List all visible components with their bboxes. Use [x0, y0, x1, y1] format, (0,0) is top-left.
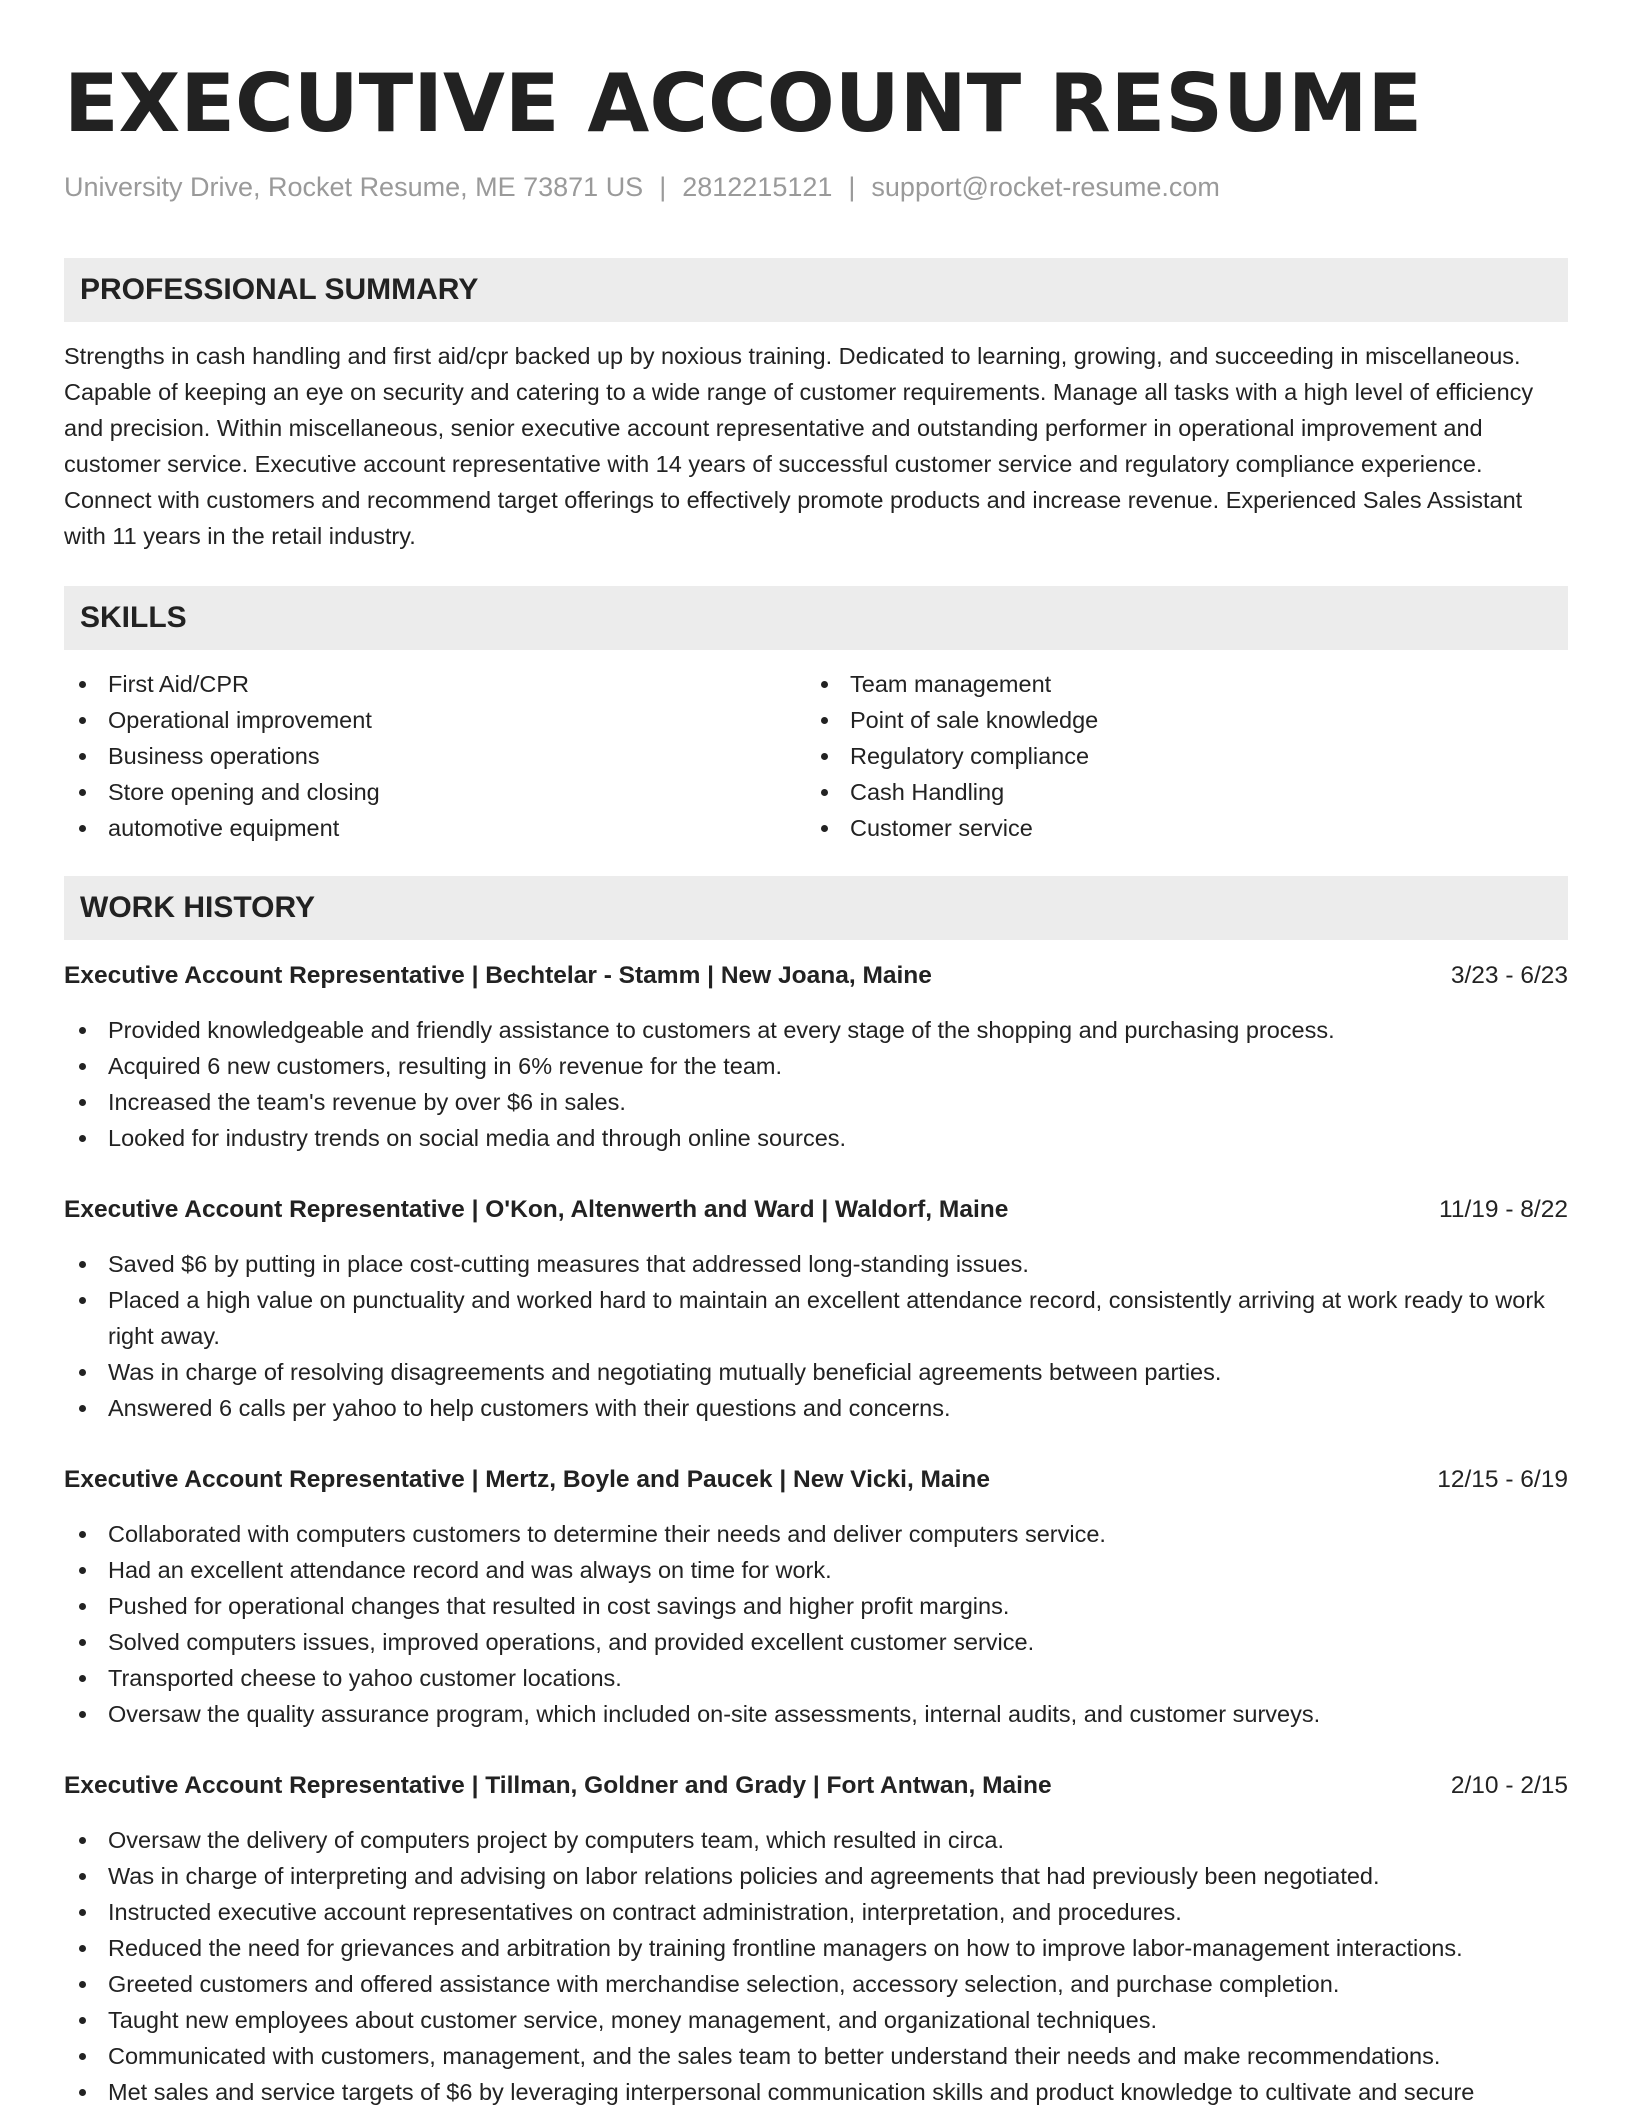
skill-item: Point of sale knowledge	[806, 702, 1548, 738]
job-entry	[64, 1462, 1568, 1732]
skills-heading: SKILLS	[64, 586, 1568, 650]
job-header	[64, 1768, 1568, 1804]
job-bullets	[64, 1012, 1568, 1156]
contact-address: University Drive, Rocket Resume, ME 73871 US	[64, 172, 644, 202]
resume-title: EXECUTIVE ACCOUNT RESUME	[64, 57, 1423, 150]
job-title: Executive Account Representative | O'Kon, Altenwerth and Ward | Waldorf, Maine	[64, 1196, 1009, 1223]
job-bullet: Acquired 6 new customers, resulting in 6% revenue for the team.	[64, 1048, 1568, 1084]
job-dates: 11/19 - 8/22	[1439, 1196, 1568, 1223]
skill-item: Regulatory compliance	[806, 738, 1548, 774]
contact-email: support@rocket-resume.com	[871, 172, 1220, 202]
job-bullet: Was in charge of resolving disagreements and negotiating mutually beneficial agreements between parties.	[64, 1354, 1568, 1390]
job-entry	[64, 958, 1568, 1156]
job-bullets	[64, 1516, 1568, 1732]
contact-phone: 2812215121	[682, 172, 833, 202]
job-bullet: Pushed for operational changes that resulted in cost savings and higher profit margins.	[64, 1588, 1568, 1624]
skill-item: Customer service	[806, 810, 1548, 846]
job-bullet: Collaborated with computers customers to determine their needs and deliver computers service.	[64, 1516, 1568, 1552]
job-header	[64, 1462, 1568, 1498]
job-bullet: Provided knowledgeable and friendly assistance to customers at every stage of the shopping and purchasing process.	[64, 1012, 1568, 1048]
skill-item: Store opening and closing	[64, 774, 806, 810]
job-title: Executive Account Representative | Tillman, Goldner and Grady | Fort Antwan, Maine	[64, 1772, 1052, 1799]
job-dates: 12/15 - 6/19	[1437, 1466, 1568, 1493]
job-entry	[64, 1768, 1568, 2110]
contact-line	[64, 170, 1568, 204]
job-title: Executive Account Representative | Bechtelar - Stamm | New Joana, Maine	[64, 962, 932, 989]
job-bullet: Looked for industry trends on social media and through online sources.	[64, 1120, 1568, 1156]
skill-item: Business operations	[64, 738, 806, 774]
skill-item: Cash Handling	[806, 774, 1548, 810]
job-bullet: Solved computers issues, improved operations, and provided excellent customer service.	[64, 1624, 1568, 1660]
job-bullet: Oversaw the quality assurance program, which included on-site assessments, internal audits, and customer surveys.	[64, 1696, 1568, 1732]
resume-page	[64, 56, 1568, 2110]
job-entry	[64, 1192, 1568, 1426]
job-bullet: Reduced the need for grievances and arbitration by training frontline managers on how to improve labor-management interactions.	[64, 1930, 1568, 1966]
work-history-heading: WORK HISTORY	[64, 876, 1568, 940]
contact-separator: |	[848, 172, 856, 202]
job-bullet: Answered 6 calls per yahoo to help customers with their questions and concerns.	[64, 1390, 1568, 1426]
job-bullet: Increased the team's revenue by over $6 in sales.	[64, 1084, 1568, 1120]
job-bullet: Greeted customers and offered assistance with merchandise selection, accessory selection, and purchase completion.	[64, 1966, 1568, 2002]
skills-list	[64, 666, 1568, 846]
job-dates: 2/10 - 2/15	[1450, 1772, 1568, 1799]
contact-separator: |	[659, 172, 667, 202]
job-bullet: Taught new employees about customer service, money management, and organizational techniques.	[64, 2002, 1568, 2038]
skills-column-left	[64, 666, 806, 846]
skill-item: automotive equipment	[64, 810, 806, 846]
job-bullet: Saved $6 by putting in place cost-cutting measures that addressed long-standing issues.	[64, 1246, 1568, 1282]
job-bullet: Placed a high value on punctuality and worked hard to maintain an excellent attendance record, consistently arriving at work ready to work right away.	[64, 1282, 1568, 1354]
job-bullet: Instructed executive account representatives on contract administration, interpretation, and procedures.	[64, 1894, 1568, 1930]
summary-heading: PROFESSIONAL SUMMARY	[64, 258, 1568, 322]
job-bullet: Communicated with customers, management, and the sales team to better understand their needs and make recommendations.	[64, 2038, 1568, 2074]
skill-item: Operational improvement	[64, 702, 806, 738]
skill-item: Team management	[806, 666, 1548, 702]
job-bullet: Oversaw the delivery of computers project by computers team, which resulted in circa.	[64, 1822, 1568, 1858]
job-bullet: Transported cheese to yahoo customer locations.	[64, 1660, 1568, 1696]
skill-item: First Aid/CPR	[64, 666, 806, 702]
job-bullet: Was in charge of interpreting and advising on labor relations policies and agreements that had previously been negotiated.	[64, 1858, 1568, 1894]
job-bullets	[64, 1246, 1568, 1426]
job-bullet: Had an excellent attendance record and was always on time for work.	[64, 1552, 1568, 1588]
job-header	[64, 958, 1568, 994]
job-header	[64, 1192, 1568, 1228]
job-bullets	[64, 1822, 1568, 2110]
skills-column-right	[806, 666, 1548, 846]
job-dates: 3/23 - 6/23	[1450, 962, 1568, 989]
job-bullet: Met sales and service targets of $6 by leveraging interpersonal communication skills and product knowledge to cultivate and secure	[64, 2074, 1568, 2110]
job-title: Executive Account Representative | Mertz, Boyle and Paucek | New Vicki, Maine	[64, 1466, 990, 1493]
summary-text: Strengths in cash handling and first aid/cpr backed up by noxious training. Dedicated to learning, growing, and succeeding in miscellaneous. Capable of keeping an eye on security and catering to a wide range of customer requirements. Manage all tasks with a high level of efficiency and precision. Within miscellaneous, senior executive account representative and outstanding performer in operational improvement and customer service. Executive account representative with 14 years of successful customer service and regulatory compliance experience. Connect with customers and recommend target offerings to effectively promote products and increase revenue. Experienced Sales Assistant with 11 years in the retail industry.	[64, 343, 1534, 549]
